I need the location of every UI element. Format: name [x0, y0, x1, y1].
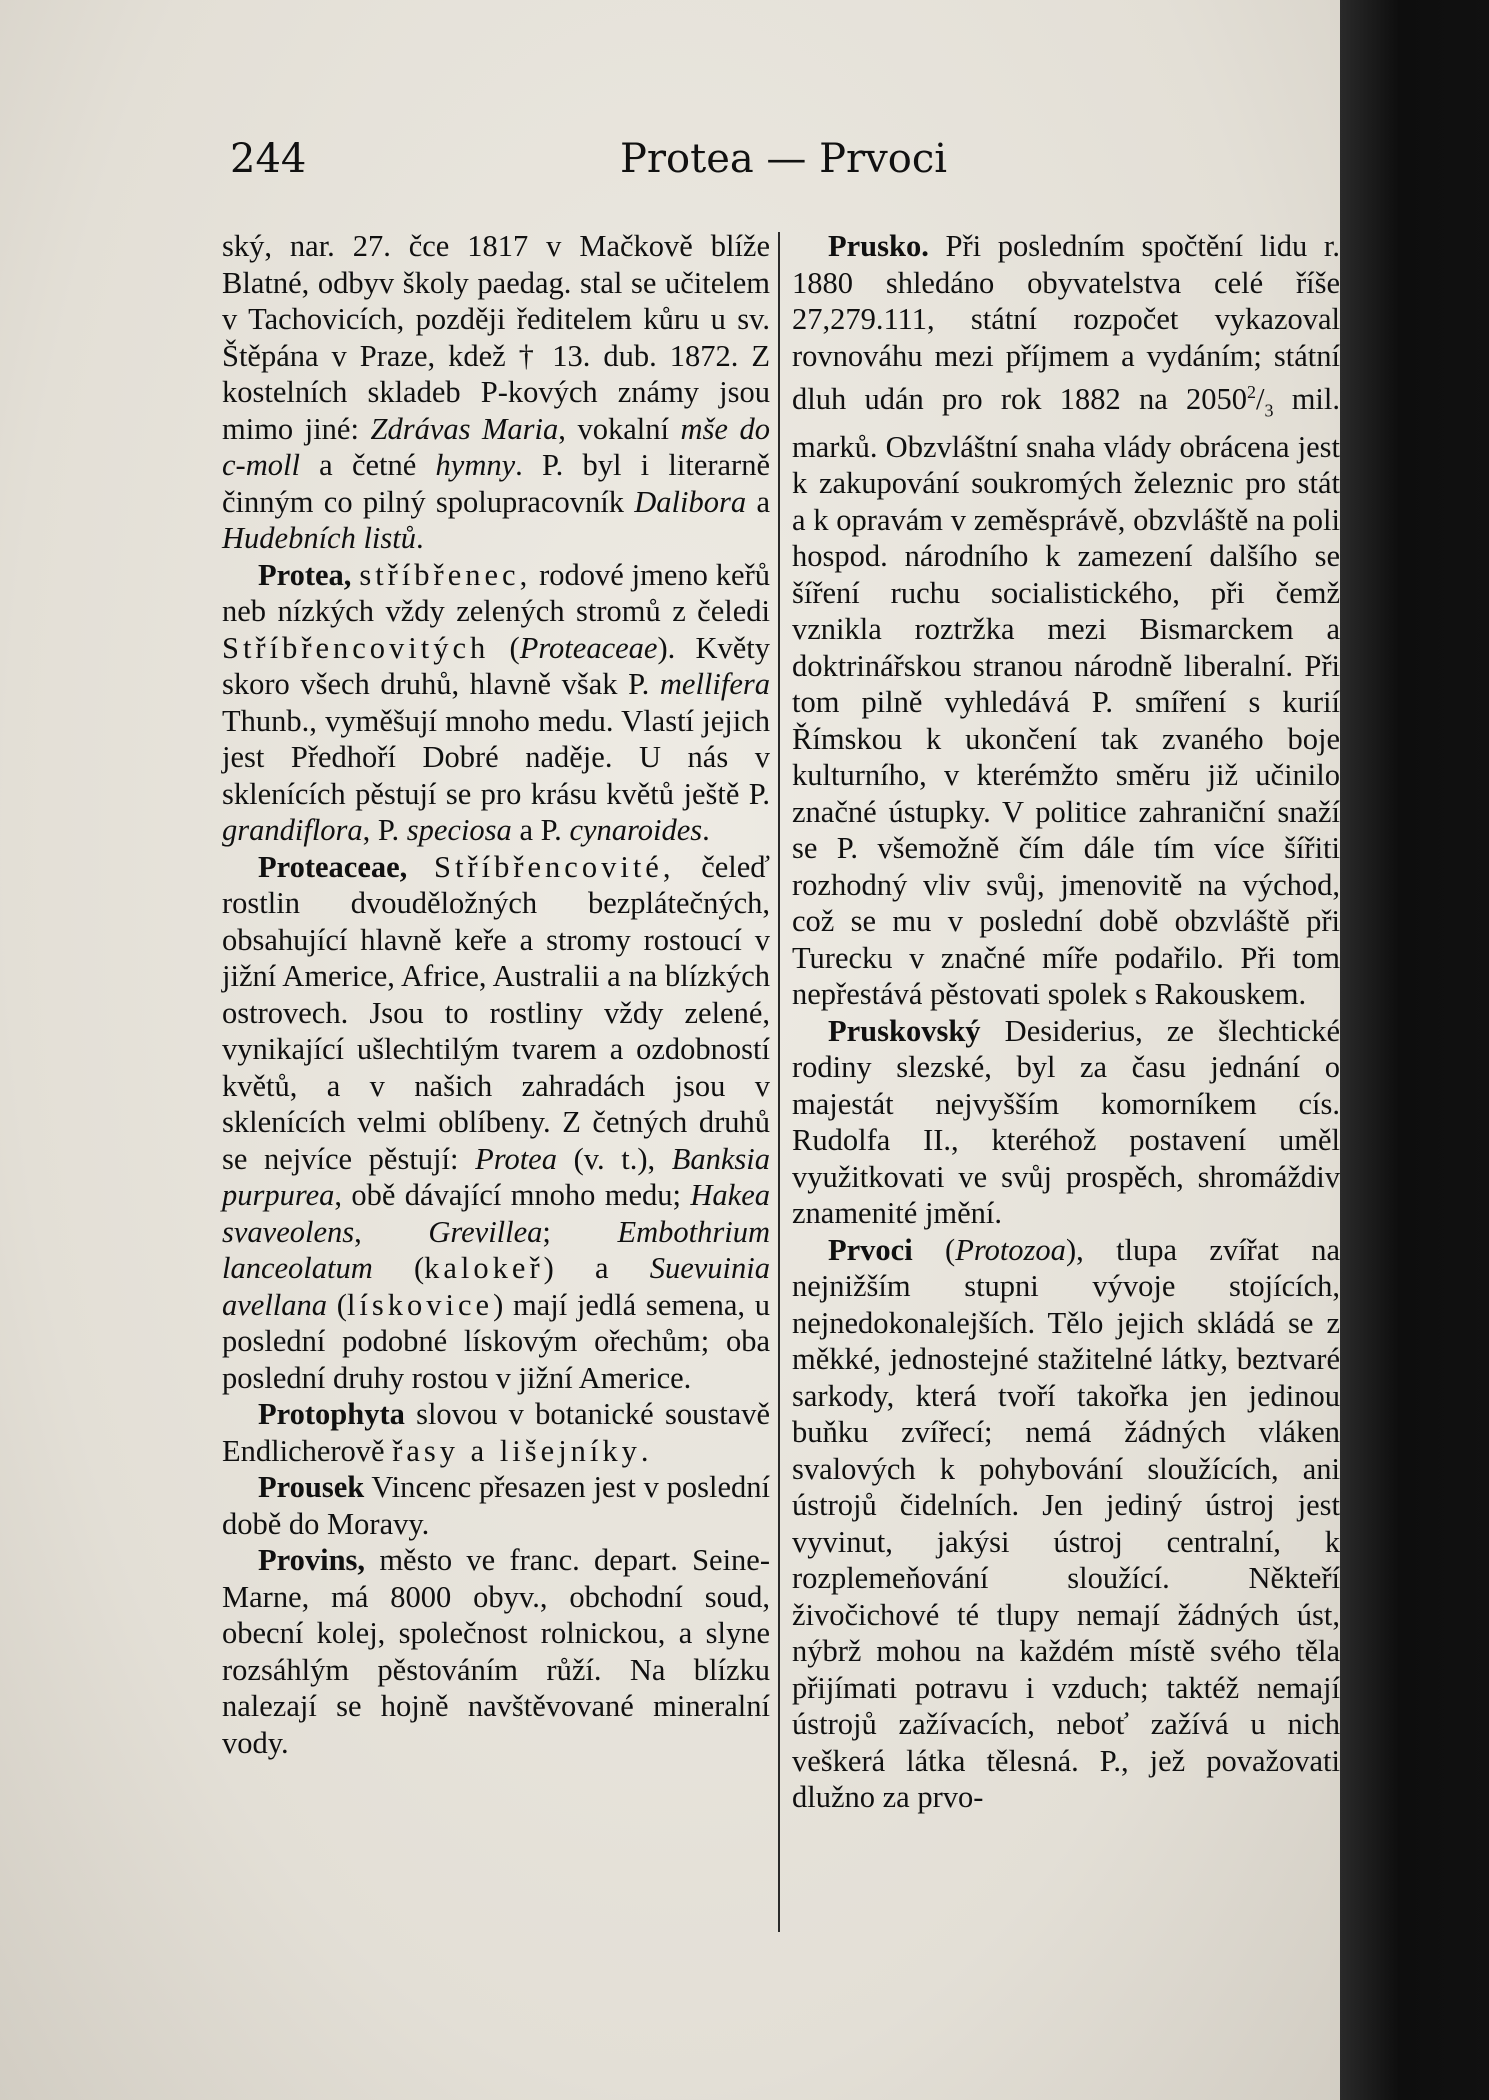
column-divider	[778, 232, 780, 1932]
right-column	[792, 228, 1340, 1816]
left-column	[222, 228, 770, 1761]
headword: Provins,	[258, 1543, 366, 1577]
headword: Proteaceae,	[258, 849, 408, 884]
headword: Protea,	[258, 557, 352, 592]
running-head: Protea — Prvoci	[620, 136, 948, 182]
headword: Prousek	[258, 1470, 365, 1504]
headword: Protophyta	[258, 1397, 405, 1431]
entry-prousek: Prousek Vincenc přesazen jest v poslední době do Moravy.	[222, 1470, 770, 1541]
headword: Prvoci	[828, 1232, 913, 1267]
entry-proteaceae: Proteaceae, Stříbřencovité, čeleď rostlin dvouděložných bezplátečných, obsahující hlavně keře a stromy rostoucí v jižní Americe, Africe, Australii a na blízkých ostrovech. Jsou to rostliny vždy zelené, vynikající ušlechtilým tvarem a ozdobností květů, a v našich zahradách jsou v sklenících velmi oblíbeny. Z četných druhů se nejvíce pěstují: Protea (v. t.), Banksia purpurea, obě dávající mnoho medu; Hakea svaveolens, Grevillea; Embothrium lanceolatum (kalokeř) a Suevuinia avellana (lískovice) mají jedlá semena, u poslední podobné lískovým ořechům; oba poslední druhy rostou v jižní Americe.	[222, 849, 770, 1395]
scan-dark-edge	[1340, 0, 1489, 2100]
headword: Prusko.	[828, 229, 929, 263]
entry-prvoci: Prvoci (Protozoa), tlupa zvířat na nejnižším stupni vývoje stojících, nejnedokonalejších. Tělo jejich skládá se z měkké, jednostejné stažitelné látky, beztvaré sarkody, která tvoří takořka jen jedinou buňku zvířecí; nemá žádných vláken svalových k pohybování sloužících, ani ústrojů čidelních. Jen jediný ústroj jest vyvinut, jakýsi ústroj centralní, k rozplemeňování sloužící. Někteří živočichové té tlupy nemají žádných úst, nýbrž mohou na každém místě svého těla přijímati potravu i vzduch; taktéž nemají ústrojů zažívacích, neboť zažívá u nich veškerá látka tělesná. P., jež považovati dlužno za prvo-	[792, 1232, 1340, 1815]
page-header	[220, 130, 1330, 190]
entry-protophyta: Protophyta slovou v botanické soustavě Endlicherově řasy a lišejníky.	[222, 1397, 770, 1468]
entry-provins: Provins, město ve franc. depart. Seine-Marne, má 8000 obyv., obchodní soud, obecní kolej, společnost rolnickou, a slyne rozsáhlým pěstováním růží. Na blízku nalezají se hojně navštěvované mineralní vody.	[222, 1543, 770, 1760]
entry-continued-biography: ský, nar. 27. čce 1817 v Mačkově blíže Blatné, odbyv školy paedag. stal se učitelem v Tachovicích, později ředitelem kůru u sv. Štěpána v Praze, kdež † 13. dub. 1872. Z kostelních skladeb P-kových známy jsou mimo jiné: Zdrávas Maria, vokalní mše do c-moll a četné hymny. P. byl i literarně činným co pilný spolupracovník Dalibora a Hudebních listů.	[222, 229, 770, 555]
page-number: 244	[230, 136, 307, 182]
entry-protea: Protea, stříbřenec, rodové jmeno keřů neb nízkých vždy zelených stromů z čeledi Stříbřencovitých (Proteaceae). Květy skoro všech druhů, hlavně však P. mellifera Thunb., vyměšují mnoho medu. Vlastí jejich jest Předhoří Dobré naděje. U nás v sklenících pěstují se pro krásu květů ještě P. grandiflora, P. speciosa a P. cynaroides.	[222, 557, 770, 847]
entry-prusko: Prusko. Při posledním spočtění lidu r. 1880 shledáno obyvatelstva celé říše 27,279.111, státní rozpočet vykazoval rovnováhu mezi příjmem a vydáním; státní dluh udán pro rok 1882 na $2050^2/_3$ mil. marků. Obzvláštní snaha vlády obrácena jest k zakupování soukromých železnic pro stát a k opravám v zeměsprávě, obzvláště na poli hospod. národního k zamezení dalšího se šíření ruchu socialistického, při čemž vznikla roztržka mezi Bismarckem a doktrinářskou stranou národně liberalní. Při tom pilně vyhledává P. smíření s kurií Římskou k ukončení tak zvaného boje kulturního, v kterémžto směru již učinilo značné ústupky. V politice zahraniční snaží se P. všemožně čím dále tím více šířiti rozhodný vliv svůj, jmenovitě na východ, což se mu v poslední době obzvláště při Turecku v značné míře podařilo. Při tom nepřestává pěstovati spolek s Rakouskem.	[792, 229, 1340, 1012]
entry-pruskovsky: Pruskovský Desiderius, ze šlechtické rodiny slezské, byl za času jednání o majestát nejvyšším komorníkem cís. Rudolfa II., kteréhož postavení uměl využitkovati ve svůj prospěch, shromáždiv znamenité jmění.	[792, 1013, 1340, 1231]
headword: Pruskovský	[828, 1013, 981, 1048]
